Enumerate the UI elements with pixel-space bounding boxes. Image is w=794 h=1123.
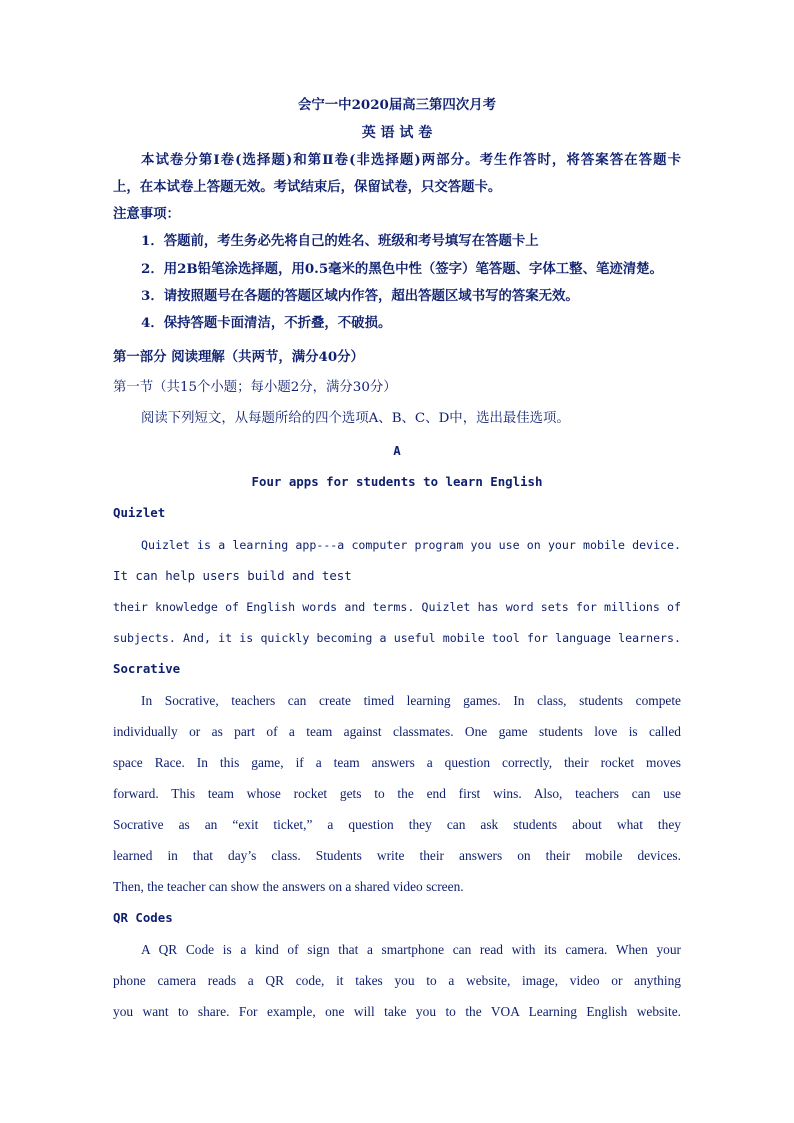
instruction: 阅读下列短文，从每题所给的四个选项A、B、C、D中，选出最佳选项。	[141, 411, 570, 426]
exam-title: 会宁一中2020届高三第四次月考	[298, 97, 496, 113]
part1-heading: 第一部分 阅读理解（共两节，满分40分）	[113, 349, 364, 365]
paragraph-line: learned in that day’s class. Students write their answers on their mobile devices.	[113, 848, 681, 863]
paragraph-line: individually or as part of a team against classmates. One game students love is called	[113, 724, 681, 739]
passage-letter: A	[393, 443, 401, 458]
paragraph-line: Socrative as an “exit ticket,” a question they can ask students about what they	[113, 817, 681, 832]
section-heading-quizlet: Quizlet	[113, 505, 166, 520]
paragraph-line: their knowledge of English words and terms. Quizlet has word sets for millions of	[113, 600, 681, 614]
paragraph-line: space Race. In this game, if a team answers a question correctly, their rocket moves	[113, 755, 681, 770]
note-item: 3．请按照题号在各题的答题区域内作答，超出答题区域书写的答案无效。	[141, 288, 579, 304]
paragraph-line: phone camera reads a QR code, it takes you to a website, image, video or anything	[113, 973, 681, 988]
paragraph-line: you want to share. For example, one will take you to the VOA Learning English website.	[113, 1004, 681, 1019]
paragraph-line: In Socrative, teachers can create timed learning games. In class, students compete	[141, 693, 681, 708]
intro-line-1: 本试卷分第Ⅰ卷(选择题)和第Ⅱ卷(非选择题)两部分。考生作答时，将答案答在答题卡	[141, 152, 681, 168]
section-heading-qr-codes: QR Codes	[113, 910, 173, 925]
paragraph-line: It can help users build and test	[113, 568, 352, 583]
note-item: 2．用2B铅笔涂选择题，用0.5毫米的黑色中性（签字）笔答题、字体工整、笔迹清楚。	[141, 261, 663, 277]
paragraph-line: forward. This team whose rocket gets to the end first wins. Also, teachers can use	[113, 786, 681, 801]
notes-heading: 注意事项：	[113, 206, 180, 222]
exam-subtitle: 英 语 试 卷	[361, 125, 433, 141]
paragraph-line: Quizlet is a learning app---a computer program you use on your mobile device.	[141, 538, 681, 552]
paragraph-line: A QR Code is a kind of sign that a smartphone can read with its camera. When your	[141, 942, 681, 957]
passage-title: Four apps for students to learn English	[251, 474, 543, 489]
paragraph-line: subjects. And, it is quickly becoming a useful mobile tool for language learners.	[113, 631, 681, 645]
section-heading-socrative: Socrative	[113, 661, 181, 676]
note-item: 1．答题前，考生务必先将自己的姓名、班级和考号填写在答题卡上	[141, 233, 539, 249]
section1-heading: 第一节（共15个小题；每小题2分，满分30分）	[113, 380, 397, 395]
intro-line-2: 上，在本试卷上答题无效。考试结束后，保留试卷，只交答题卡。	[113, 179, 502, 195]
paragraph-line: Then, the teacher can show the answers on a shared video screen.	[113, 879, 464, 894]
note-item: 4．保持答题卡面清洁，不折叠，不破损。	[141, 315, 392, 331]
